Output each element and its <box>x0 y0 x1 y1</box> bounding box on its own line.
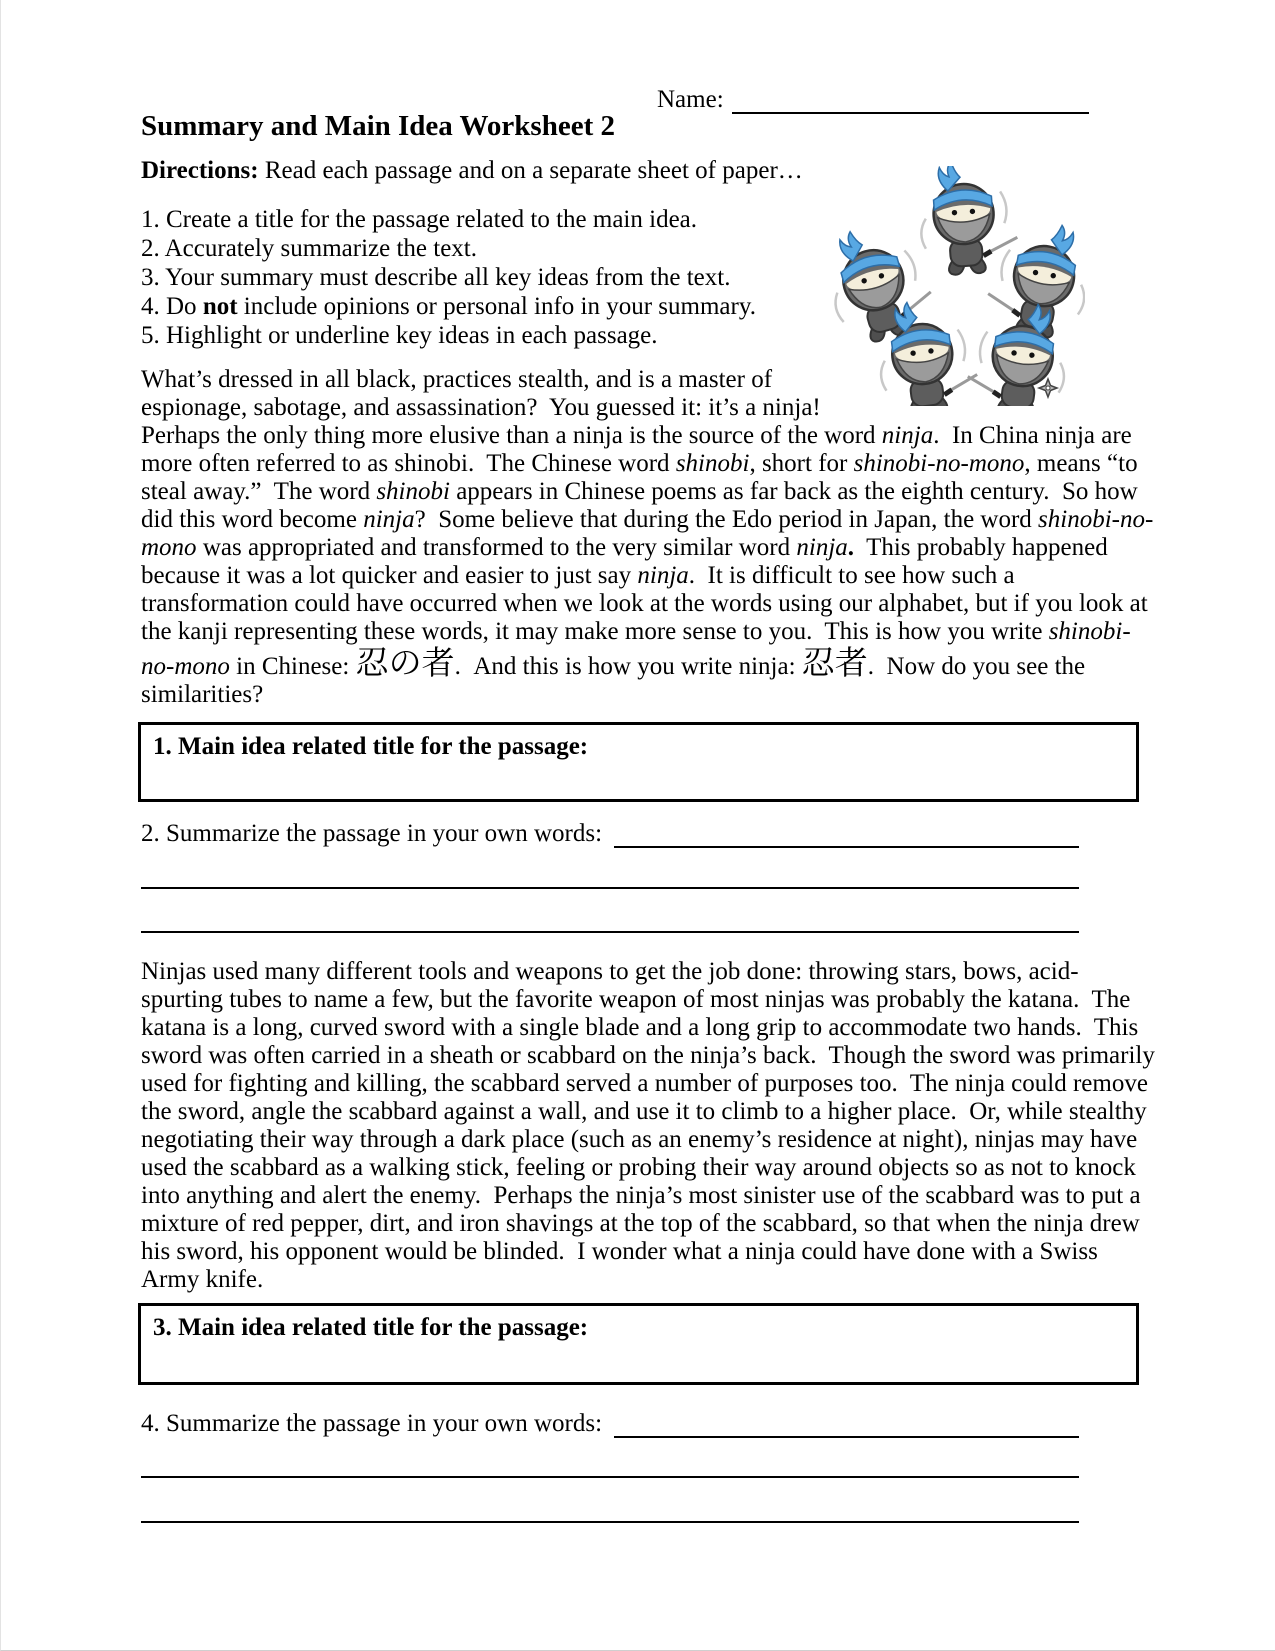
summarize-line-2[interactable] <box>614 820 1079 848</box>
text-line: Army knife. <box>141 1266 264 1293</box>
text-line: used the scabbard as a walking stick, feeling or probing their way around objects so as not to knock <box>141 1154 1136 1181</box>
text-line: negotiating their way through a dark place (such as an enemy’s residence at night), ninjas may have <box>141 1126 1138 1153</box>
summarize-row-2 <box>141 820 1079 848</box>
text-line: the kanji representing these words, it may make more sense to you. This is how you write shinobi- <box>141 618 1131 645</box>
text-line: espionage, sabotage, and assassination? You guessed it: it’s a ninja! <box>141 394 821 421</box>
text-line: transformation could have occurred when we look at the words using our alphabet, but if you look at <box>141 590 1148 617</box>
text-line: used for fighting and killing, the scabbard served a number of purposes too. The ninja could remove <box>141 1070 1148 1097</box>
text-line: similarities? <box>141 681 264 708</box>
text-line: 2. Accurately summarize the text. <box>141 235 477 262</box>
text-line: no-mono in Chinese: 忍の者. And this is how you write ninja: 忍者. Now do you see the <box>141 643 1086 682</box>
text-line: steal away.” The word shinobi appears in Chinese poems as far back as the eighth century. So how <box>141 478 1138 505</box>
text-line: because it was a lot quicker and easier to just say ninja. It is difficult to see how such a <box>141 562 1015 589</box>
text-line: 3. Your summary must describe all key ideas from the text. <box>141 264 731 291</box>
text-line: katana is a long, curved sword with a single blade and a long grip to accommodate two hands. This <box>141 1014 1139 1041</box>
name-input-line[interactable] <box>732 86 1089 114</box>
text-line: the sword, angle the scabbard against a wall, and use it to climb to a higher place. Or, while stealthy <box>141 1098 1147 1125</box>
page-title: Summary and Main Idea Worksheet 2 <box>141 110 615 142</box>
text-line: Perhaps the only thing more elusive than a ninja is the source of the word ninja. In China ninja are <box>141 422 1132 449</box>
main-idea-box-3-label: 3. Main idea related title for the passage: <box>153 1314 589 1341</box>
answer-rule-line-2[interactable] <box>141 931 1079 933</box>
text-line: his sword, his opponent would be blinded. I wonder what a ninja could have done with a Swiss <box>141 1238 1098 1265</box>
text-line: did this word become ninja? Some believe that during the Edo period in Japan, the word shinobi-no- <box>141 506 1154 533</box>
text-line: 4. Do not include opinions or personal info in your summary. <box>141 293 756 320</box>
text-line: mono was appropriated and transformed to the very similar word ninja. This probably happened <box>141 534 1108 561</box>
text-line: Ninjas used many different tools and weapons to get the job done: throwing stars, bows, acid- <box>141 958 1079 985</box>
answer-rule-line-3[interactable] <box>141 1476 1079 1478</box>
main-idea-box-1-label: 1. Main idea related title for the passage: <box>153 733 589 760</box>
text-line: spurting tubes to name a few, but the favorite weapon of most ninjas was probably the katana. The <box>141 986 1131 1013</box>
text-line: 5. Highlight or underline key ideas in each passage. <box>141 322 658 349</box>
text-line: into anything and alert the enemy. Perhaps the ninja’s most sinister use of the scabbard was to put a <box>141 1182 1141 1209</box>
main-idea-box-1[interactable] <box>138 722 1139 802</box>
name-label: Name: <box>657 86 724 113</box>
text-line: What’s dressed in all black, practices stealth, and is a master of <box>141 366 773 393</box>
summarize-row-4 <box>141 1410 1079 1438</box>
passage-2 <box>141 958 1155 1294</box>
summarize-line-4[interactable] <box>614 1410 1079 1438</box>
main-idea-box-3[interactable] <box>138 1303 1139 1385</box>
text-line: more often referred to as shinobi. The Chinese word shinobi, short for shinobi-no-mono, means “to <box>141 450 1138 477</box>
passage-1 <box>141 366 1154 709</box>
text-line: 1. Create a title for the passage related to the main idea. <box>141 206 698 233</box>
name-row <box>657 86 1089 114</box>
text-line: sword was often carried in a sheath or scabbard on the ninja’s back. Though the sword was primarily <box>141 1042 1155 1069</box>
directions-label: Directions: <box>141 157 259 184</box>
answer-rule-line-1[interactable] <box>141 887 1079 889</box>
text-line: mixture of red pepper, dirt, and iron shavings at the top of the scabbard, so that when the ninja drew <box>141 1210 1140 1237</box>
summarize-label-2: 2. Summarize the passage in your own words: <box>141 820 609 847</box>
summarize-label-4: 4. Summarize the passage in your own words: <box>141 1410 609 1437</box>
answer-rule-line-4[interactable] <box>141 1521 1079 1523</box>
directions-text: Read each passage and on a separate sheet of paper… <box>258 157 803 184</box>
instructions-list <box>141 205 756 350</box>
